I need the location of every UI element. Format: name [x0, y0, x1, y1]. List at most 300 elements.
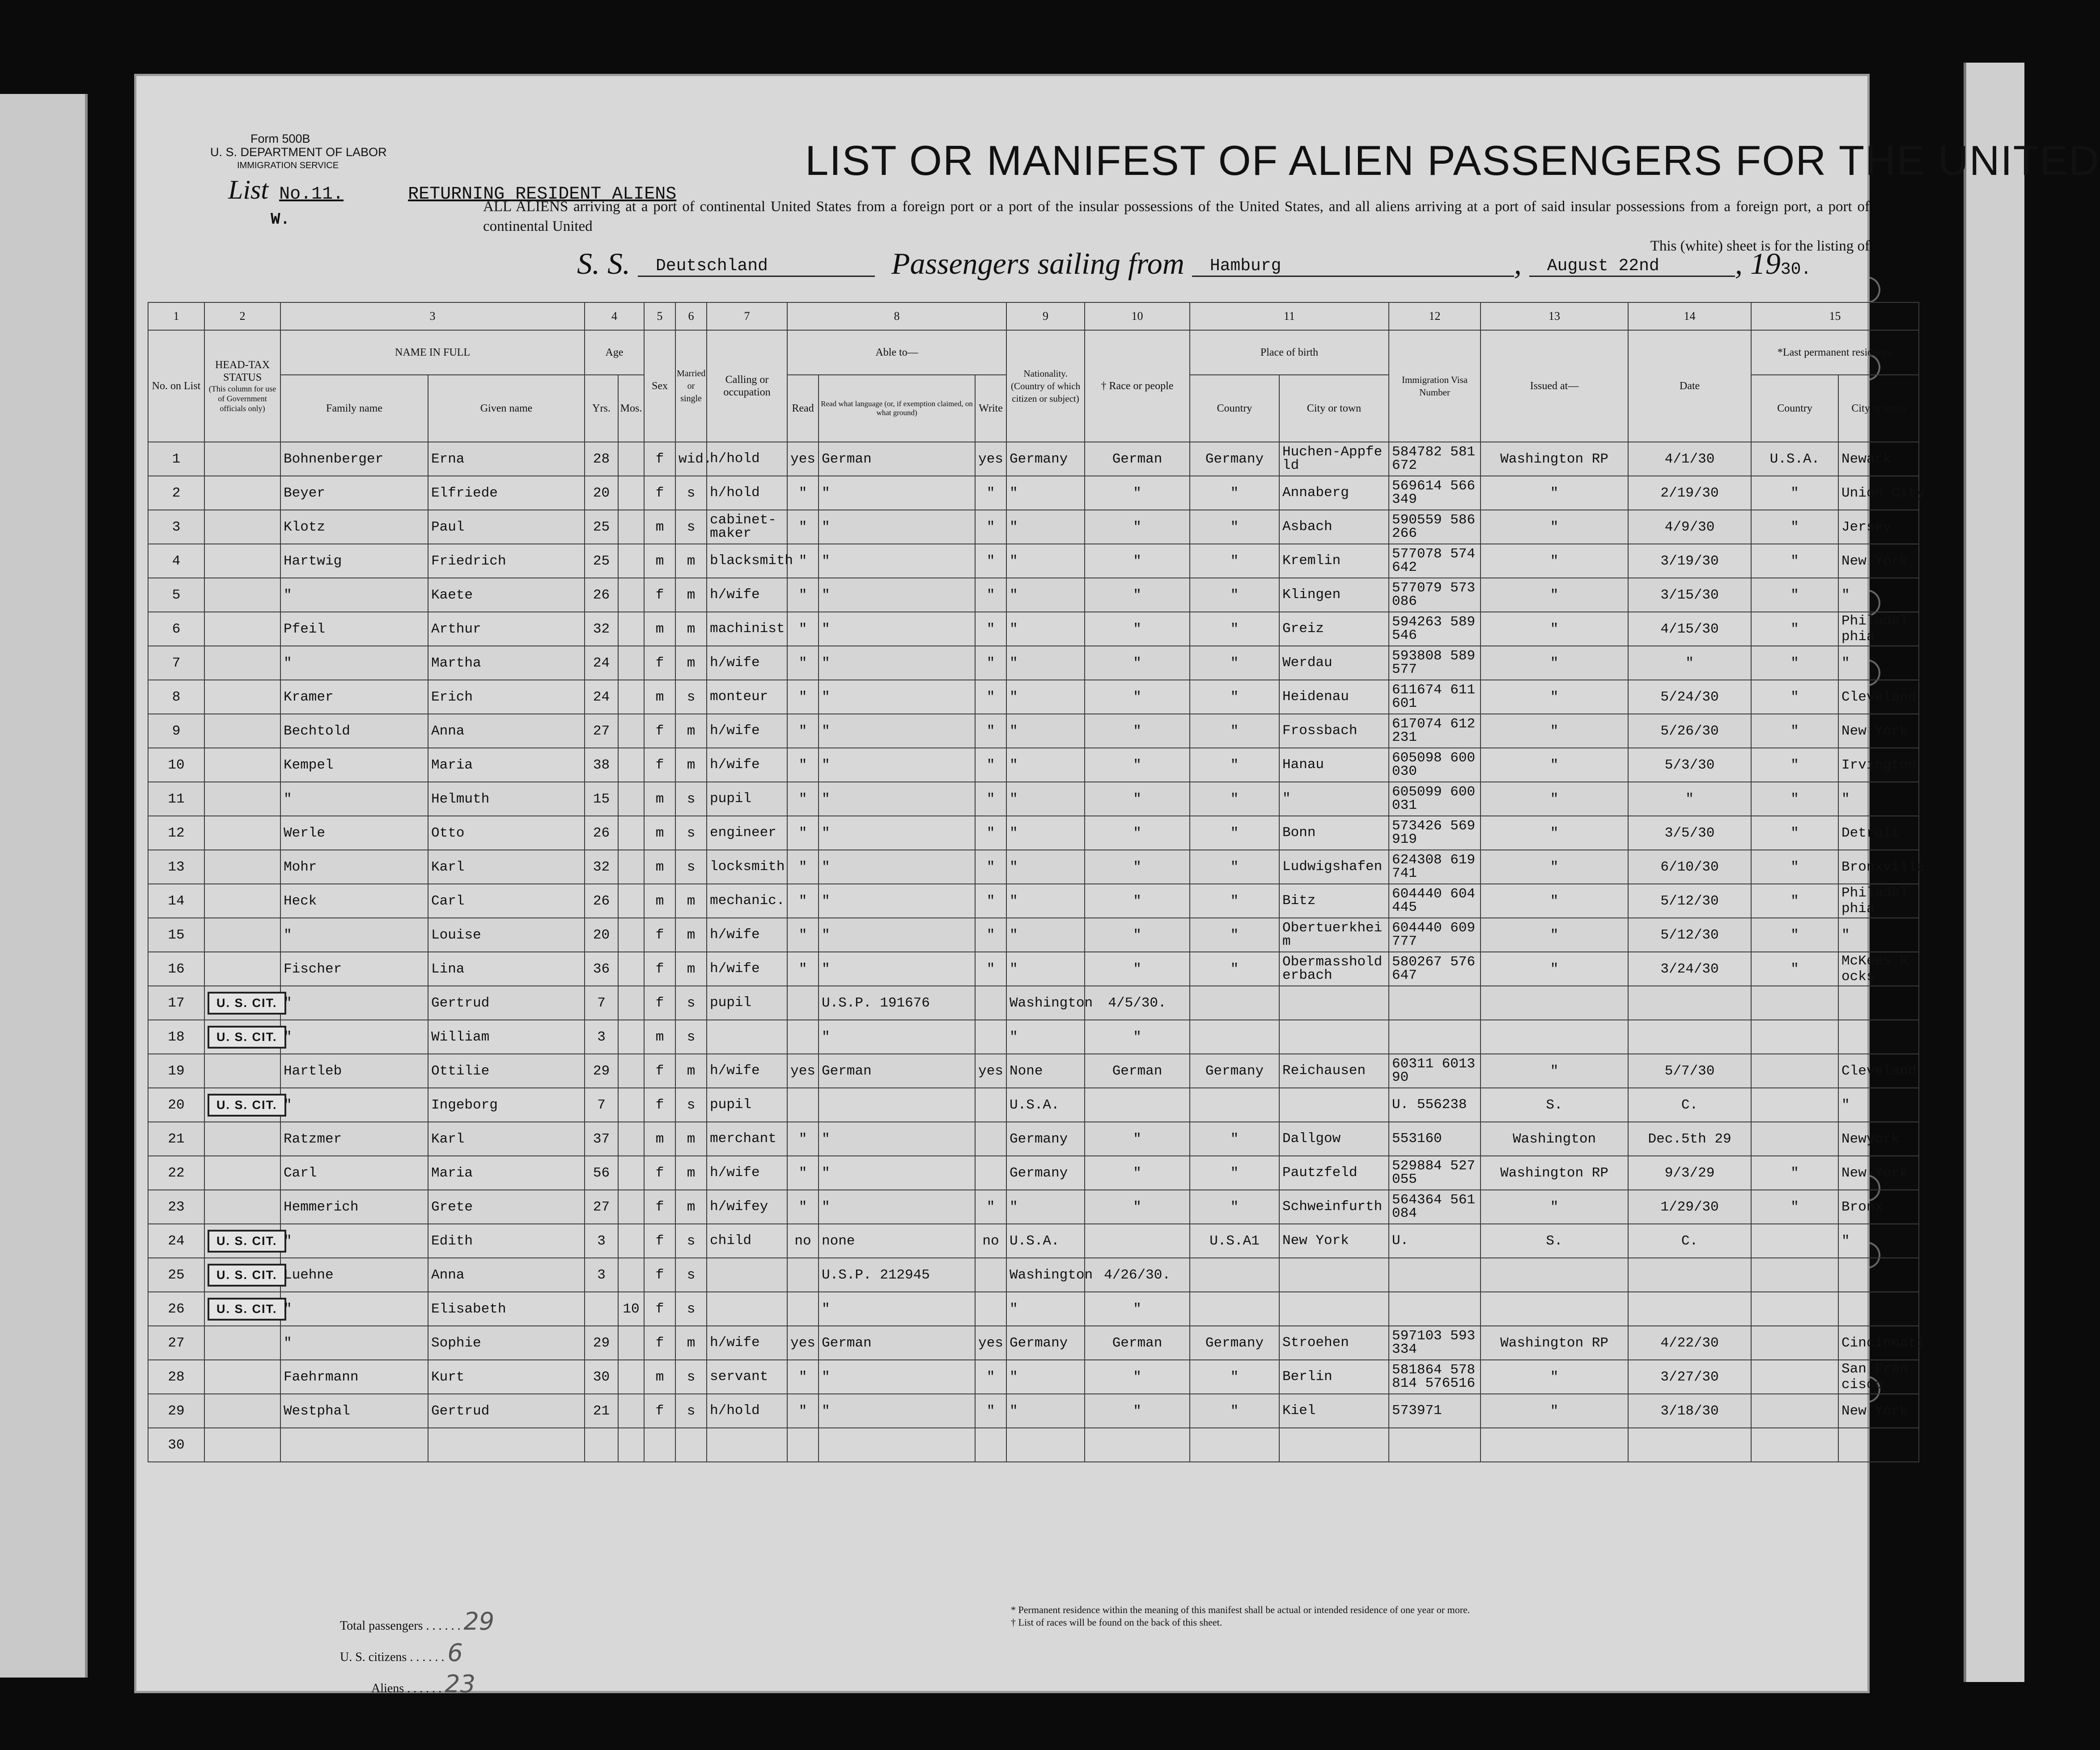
birth-country: U.S.A1 [1190, 1224, 1279, 1258]
family-name: Hemmerich [280, 1190, 428, 1224]
birth-country: Germany [1190, 1326, 1279, 1360]
family-name: " [280, 646, 428, 680]
issued-at: S. [1481, 1224, 1628, 1258]
table-row [148, 884, 1919, 918]
can-read: " [787, 714, 819, 748]
subtitle-line-2: This (white) sheet is for the listing of [1650, 238, 1870, 254]
sex-header: Sex [644, 330, 675, 442]
can-write: yes [975, 442, 1006, 476]
head-tax-cell [204, 986, 280, 1020]
read-language-header: Read what language (or, if exemption claimed, on what ground) [819, 375, 975, 442]
residence-country: " [1751, 918, 1838, 952]
table-row [148, 544, 1919, 578]
race: " [1085, 1020, 1190, 1054]
read-language: " [819, 1360, 975, 1394]
birth-city: Pautzfeld [1279, 1156, 1389, 1190]
birth-city: Klingen [1279, 578, 1389, 612]
race: " [1085, 816, 1190, 850]
occupation: h/wife [707, 918, 787, 952]
sex-cell: f [644, 1258, 675, 1292]
sex-cell: m [644, 782, 675, 816]
read-language: " [819, 1020, 975, 1054]
can-read: " [787, 952, 819, 986]
can-read: " [787, 1156, 819, 1190]
birth-country: " [1190, 850, 1279, 884]
visa-number: 573426 569919 [1389, 816, 1481, 850]
us-citizens-value: 6 [447, 1639, 463, 1667]
given-name: Martha [428, 646, 585, 680]
issue-date [1628, 1428, 1751, 1462]
occupation: h/wifey [707, 1190, 787, 1224]
age-years [585, 1292, 618, 1326]
visa-number [1389, 986, 1481, 1020]
can-read: " [787, 782, 819, 816]
residence-country: " [1751, 782, 1838, 816]
issue-date: 3/19/30 [1628, 544, 1751, 578]
visa-number: 584782 581672 [1389, 442, 1481, 476]
residence-country [1751, 1020, 1838, 1054]
can-write [975, 1156, 1006, 1190]
residence-city: Bronx [1838, 1190, 1919, 1224]
given-name: Louise [428, 918, 585, 952]
issued-at: " [1481, 612, 1628, 646]
birth-city: Frossbach [1279, 714, 1389, 748]
birth-country: " [1190, 680, 1279, 714]
sex-cell: m [644, 1122, 675, 1156]
family-name: Kramer [280, 680, 428, 714]
race: 4/5/30. [1085, 986, 1190, 1020]
nationality: " [1006, 1292, 1085, 1326]
birth-country [1190, 1020, 1279, 1054]
race: " [1085, 476, 1190, 510]
residence-city: " [1838, 782, 1919, 816]
issued-at: " [1481, 748, 1628, 782]
race: German [1085, 1326, 1190, 1360]
nationality: Germany [1006, 1156, 1085, 1190]
birth-country: " [1190, 510, 1279, 544]
aliens-label: Aliens [371, 1682, 404, 1695]
birth-city: Annaberg [1279, 476, 1389, 510]
given-name: Helmuth [428, 782, 585, 816]
birth-city: Schweinfurth [1279, 1190, 1389, 1224]
given-name: Kurt [428, 1360, 585, 1394]
birth-country: " [1190, 1360, 1279, 1394]
w-mark: W. [271, 210, 290, 229]
birth-country: " [1190, 816, 1279, 850]
sex-cell: f [644, 1190, 675, 1224]
line-number: 5 [148, 578, 204, 612]
issue-date [1628, 986, 1751, 1020]
age-months [618, 1190, 644, 1224]
sex-cell: f [644, 476, 675, 510]
col-num: 12 [1389, 302, 1481, 330]
no-on-list-header: No. on List [148, 330, 204, 442]
read-language: " [819, 1156, 975, 1190]
issued-at: " [1481, 782, 1628, 816]
read-language: German [819, 1326, 975, 1360]
given-name: Ingeborg [428, 1088, 585, 1122]
given-name [428, 1428, 585, 1462]
residence-city: Cincinnati [1838, 1326, 1919, 1360]
occupation [707, 1292, 787, 1326]
age-years: 29 [585, 1054, 618, 1088]
table-row [148, 918, 1919, 952]
birth-country: " [1190, 782, 1279, 816]
given-name-header: Given name [428, 375, 585, 442]
residence-city: Philadelphia [1838, 884, 1919, 918]
age-months [618, 1258, 644, 1292]
occupation: h/hold [707, 476, 787, 510]
issue-date: 5/26/30 [1628, 714, 1751, 748]
family-name: Kempel [280, 748, 428, 782]
nationality: " [1006, 612, 1085, 646]
head-tax-cell [204, 1394, 280, 1428]
issued-at: " [1481, 884, 1628, 918]
family-name: Bechtold [280, 714, 428, 748]
family-name: Hartwig [280, 544, 428, 578]
column-number-row [148, 302, 1919, 330]
family-name: Heck [280, 884, 428, 918]
issued-at: " [1481, 1190, 1628, 1224]
read-language: U.S.P. 212945 [819, 1258, 975, 1292]
can-write [975, 1428, 1006, 1462]
can-read: " [787, 1122, 819, 1156]
issue-date: 2/19/30 [1628, 476, 1751, 510]
line-number: 21 [148, 1122, 204, 1156]
read-language: " [819, 782, 975, 816]
sex-cell: m [644, 510, 675, 544]
birth-city: " [1279, 782, 1389, 816]
visa-number: 590559 586266 [1389, 510, 1481, 544]
given-name: Maria [428, 1156, 585, 1190]
aliens-value: 23 [445, 1670, 475, 1698]
age-months [618, 646, 644, 680]
can-write: " [975, 884, 1006, 918]
sex-cell: m [644, 544, 675, 578]
us-citizen-stamp: U. S. CIT. [208, 1298, 286, 1321]
sex-cell: f [644, 748, 675, 782]
nationality: " [1006, 1190, 1085, 1224]
can-write: " [975, 646, 1006, 680]
issued-at: " [1481, 952, 1628, 986]
sex-cell: f [644, 1394, 675, 1428]
birth-country: " [1190, 544, 1279, 578]
line-number: 26 [148, 1292, 204, 1326]
visa-number: U. 556238 [1389, 1088, 1481, 1122]
head-tax-cell [204, 1122, 280, 1156]
marital-status: m [675, 646, 707, 680]
issued-at: Washington RP [1481, 1326, 1628, 1360]
sex-cell: f [644, 1156, 675, 1190]
issued-at: " [1481, 1054, 1628, 1088]
can-read: " [787, 510, 819, 544]
age-years: 28 [585, 442, 618, 476]
birth-city: Asbach [1279, 510, 1389, 544]
can-write: " [975, 544, 1006, 578]
form-header [210, 132, 387, 172]
nationality: " [1006, 816, 1085, 850]
birth-city: Stroehen [1279, 1326, 1389, 1360]
birth-city: Heidenau [1279, 680, 1389, 714]
head-tax-cell [204, 1360, 280, 1394]
residence-city: Irvington [1838, 748, 1919, 782]
residence-country [1751, 1054, 1838, 1088]
visa-number: 573971 [1389, 1394, 1481, 1428]
marital-status: wid. [675, 442, 707, 476]
residence-country: " [1751, 714, 1838, 748]
table-row [148, 1394, 1919, 1428]
family-name: Mohr [280, 850, 428, 884]
head-tax-cell [204, 510, 280, 544]
head-tax-cell [204, 850, 280, 884]
issue-date: 3/15/30 [1628, 578, 1751, 612]
family-name: " [280, 986, 428, 1020]
race: " [1085, 680, 1190, 714]
birth-city: Berlin [1279, 1360, 1389, 1394]
issue-date: Dec.5th 29 [1628, 1122, 1751, 1156]
sex-cell: f [644, 1224, 675, 1258]
given-name: Edith [428, 1224, 585, 1258]
issued-at: Washington RP [1481, 442, 1628, 476]
birth-city: Werdau [1279, 646, 1389, 680]
head-tax-cell [204, 680, 280, 714]
can-write: " [975, 816, 1006, 850]
given-name: Karl [428, 1122, 585, 1156]
issue-date: " [1628, 782, 1751, 816]
sex-cell: m [644, 816, 675, 850]
race: " [1085, 782, 1190, 816]
visa-number: 581864 578814 576516 [1389, 1360, 1481, 1394]
race: " [1085, 1360, 1190, 1394]
can-read: " [787, 578, 819, 612]
age-months [618, 714, 644, 748]
age-months [618, 442, 644, 476]
age-months [618, 544, 644, 578]
issued-at [1481, 1020, 1628, 1054]
head-tax-cell [204, 612, 280, 646]
residence-city: Union City [1838, 476, 1919, 510]
line-number: 1 [148, 442, 204, 476]
age-months [618, 748, 644, 782]
residence-city: Newark [1838, 442, 1919, 476]
age-years: 21 [585, 1394, 618, 1428]
sex-cell: f [644, 714, 675, 748]
marital-status: s [675, 816, 707, 850]
given-name: Elfriede [428, 476, 585, 510]
sailing-label: Passengers sailing from [891, 246, 1184, 280]
col-num: 2 [204, 302, 280, 330]
birth-country: " [1190, 1122, 1279, 1156]
visa-number: 604440 609777 [1389, 918, 1481, 952]
marital-status: s [675, 782, 707, 816]
nationality: " [1006, 1020, 1085, 1054]
residence-country [1751, 1258, 1838, 1292]
visa-number: 605099 600031 [1389, 782, 1481, 816]
race: " [1085, 918, 1190, 952]
table-row [148, 1360, 1919, 1394]
family-name: " [280, 1292, 428, 1326]
table-row [148, 1326, 1919, 1360]
family-name [280, 1428, 428, 1462]
race: " [1085, 714, 1190, 748]
age-years: 7 [585, 986, 618, 1020]
age-years: 37 [585, 1122, 618, 1156]
occupation: h/wife [707, 1054, 787, 1088]
manifest-sheet [134, 74, 2100, 1698]
age-years: 20 [585, 918, 618, 952]
residence-city: Newyork [1838, 1122, 1919, 1156]
can-read: " [787, 884, 819, 918]
read-language: U.S.P. 191676 [819, 986, 975, 1020]
birth-city: Reichausen [1279, 1054, 1389, 1088]
col-num: 7 [707, 302, 787, 330]
age-years: 29 [585, 1326, 618, 1360]
can-read [787, 1428, 819, 1462]
marital-status: s [675, 1224, 707, 1258]
line-number: 17 [148, 986, 204, 1020]
write-header: Write [975, 375, 1006, 442]
birth-country [1190, 986, 1279, 1020]
marital-status: s [675, 986, 707, 1020]
occupation: h/wife [707, 1156, 787, 1190]
race: " [1085, 646, 1190, 680]
nationality: None [1006, 1054, 1085, 1088]
can-write: no [975, 1224, 1006, 1258]
line-number: 6 [148, 612, 204, 646]
line-number: 12 [148, 816, 204, 850]
race: " [1085, 612, 1190, 646]
family-name: Faehrmann [280, 1360, 428, 1394]
occupation: engineer [707, 816, 787, 850]
age-months [618, 782, 644, 816]
can-write [975, 1122, 1006, 1156]
marital-status: m [675, 918, 707, 952]
residence-city: Bronxville [1838, 850, 1919, 884]
can-write [975, 1020, 1006, 1054]
visa-number: 580267 576647 [1389, 952, 1481, 986]
age-months [618, 918, 644, 952]
head-tax-cell [204, 646, 280, 680]
residence-country: " [1751, 1190, 1838, 1224]
totals-block [340, 1608, 494, 1702]
age-years: 26 [585, 816, 618, 850]
head-tax-cell [204, 884, 280, 918]
line-number: 14 [148, 884, 204, 918]
given-name: Sophie [428, 1326, 585, 1360]
age-years: 3 [585, 1224, 618, 1258]
line-number: 23 [148, 1190, 204, 1224]
sex-cell: m [644, 1360, 675, 1394]
sex-cell: f [644, 952, 675, 986]
read-language: " [819, 850, 975, 884]
issue-date: 5/3/30 [1628, 748, 1751, 782]
race: " [1085, 1190, 1190, 1224]
name-in-full-header: NAME IN FULL [280, 330, 585, 375]
col-num: 1 [148, 302, 204, 330]
visa-number [1389, 1428, 1481, 1462]
nationality: " [1006, 680, 1085, 714]
birth-country: Germany [1190, 1054, 1279, 1088]
nationality: " [1006, 578, 1085, 612]
can-read: " [787, 918, 819, 952]
head-tax-cell [204, 1292, 280, 1326]
line-number: 22 [148, 1156, 204, 1190]
head-tax-cell [204, 544, 280, 578]
adjacent-page-right [1964, 63, 2024, 1682]
birth-country: " [1190, 1394, 1279, 1428]
can-read: " [787, 816, 819, 850]
residence-country: " [1751, 680, 1838, 714]
age-months [618, 1054, 644, 1088]
ss-label: S. S. [577, 246, 630, 280]
can-read: " [787, 646, 819, 680]
nationality: " [1006, 714, 1085, 748]
issue-date: C. [1628, 1088, 1751, 1122]
race: " [1085, 952, 1190, 986]
form-number: Form 500B [250, 132, 310, 145]
can-write: " [975, 918, 1006, 952]
visa-number: 577079 573086 [1389, 578, 1481, 612]
issue-date: 4/22/30 [1628, 1326, 1751, 1360]
issued-at: " [1481, 850, 1628, 884]
occupation: pupil [707, 782, 787, 816]
line-number: 28 [148, 1360, 204, 1394]
issued-at: " [1481, 578, 1628, 612]
age-months [618, 1020, 644, 1054]
date-header: Date [1628, 330, 1751, 442]
birth-city [1279, 986, 1389, 1020]
age-months [618, 884, 644, 918]
read-language: " [819, 816, 975, 850]
table-row [148, 1224, 1919, 1258]
nationality: " [1006, 476, 1085, 510]
age-years: 27 [585, 714, 618, 748]
read-language: " [819, 1292, 975, 1326]
birth-country: " [1190, 918, 1279, 952]
given-name: Paul [428, 510, 585, 544]
occupation: pupil [707, 1088, 787, 1122]
birth-country-header: Country [1190, 375, 1279, 442]
can-write: " [975, 612, 1006, 646]
sex-cell: m [644, 1020, 675, 1054]
can-write: " [975, 680, 1006, 714]
read-language: " [819, 1122, 975, 1156]
race: " [1085, 1292, 1190, 1326]
given-name: Erna [428, 442, 585, 476]
nationality: " [1006, 1360, 1085, 1394]
line-number: 24 [148, 1224, 204, 1258]
race: " [1085, 850, 1190, 884]
nationality: " [1006, 646, 1085, 680]
head-tax-cell [204, 1326, 280, 1360]
able-to-header: Able to— [787, 330, 1006, 375]
read-language [819, 1428, 975, 1462]
age-years: 7 [585, 1088, 618, 1122]
sex-cell: m [644, 884, 675, 918]
list-type: RETURNING RESIDENT ALIENS [408, 184, 677, 204]
us-citizens-label: U. S. citizens [340, 1650, 407, 1664]
race [1085, 1088, 1190, 1122]
age-months [618, 986, 644, 1020]
age-months [618, 1088, 644, 1122]
birth-country [1190, 1292, 1279, 1326]
can-read: " [787, 1190, 819, 1224]
residence-city: " [1838, 1088, 1919, 1122]
can-read [787, 986, 819, 1020]
table-row [148, 476, 1919, 510]
can-read: no [787, 1224, 819, 1258]
line-number: 27 [148, 1326, 204, 1360]
